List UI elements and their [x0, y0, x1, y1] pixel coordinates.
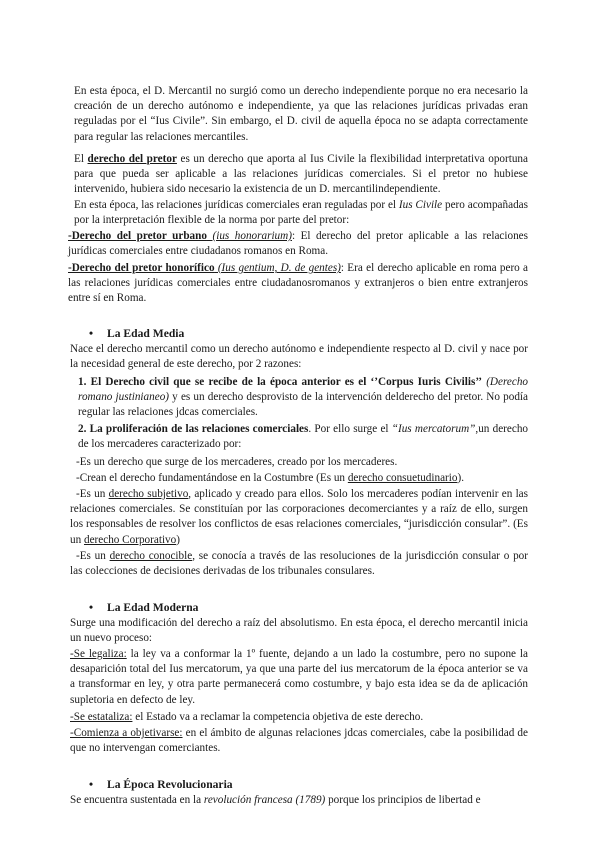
intro-paragraph-1: En esta época, el D. Mercantil no surgió como un derecho independiente porque no era necesario la creación de un derecho autónomo e independiente, ya que las relaciones jurídicas privadas eran reguladas por el “Ius Civile”. Sin embargo, el D. civil de aquella época no se adapta correctamente para regular las relaciones mercantiles. [74, 85, 528, 143]
term-pretor-honorifico: -Derecho del pretor honorífico [68, 262, 215, 274]
term-derecho-conocible: derecho conocible [109, 550, 193, 562]
heading-edad-moderna: • La Edad Moderna [89, 601, 199, 614]
moderna-process-estataliza: -Se estataliza: el Estado va a reclamar la competencia objetiva de este derecho. [70, 711, 424, 723]
bullet-icon: • [89, 327, 94, 340]
intro-paragraph-3: En esta época, las relaciones jurídicas comerciales eran reguladas por el Ius Civile pero acompañadas por la interpretación flexible de la norma por parte del pretor: [74, 199, 528, 227]
media-characteristic-4: -Es un derecho conocible, se conocía a través de las resoluciones de la jurisdicción consular o por las colecciones de decisiones derivadas de los tribunales consulares. [70, 550, 528, 578]
pretor-honorifico-item: -Derecho del pretor honorífico (Ius gentium, D. de gentes): Era el derecho aplicable en roma pero a las relaciones jurídicas comerciales entre ciudadanosromanos y extranjeros o bien entre extranjeros entre sí en Roma. [68, 262, 529, 305]
term-pretor-urbano: -Derecho del pretor urbano [68, 230, 207, 242]
bullet-icon: • [89, 778, 94, 791]
moderna-paragraph-1: Surge una modificación del derecho a raíz del absolutismo. En esta época, el derecho mercantil inicia un nuevo proceso: [70, 617, 528, 645]
term-se-estataliza: -Se estataliza: [70, 711, 133, 723]
term-derecho-consuetudinario: derecho consuetudinario [347, 472, 458, 484]
term-derecho-corporativo: derecho Corporativo [83, 533, 177, 546]
heading-epoca-revolucionaria: • La Época Revolucionaria [89, 778, 233, 791]
pretor-urbano-item: -Derecho del pretor urbano (ius honorarium): El derecho del pretor aplicable a las relaciones jurídicas comerciales entre ciudadanos romanos en Roma. [68, 230, 529, 258]
bullet-icon: • [89, 601, 94, 614]
term-derecho-del-pretor: derecho del pretor [87, 153, 177, 165]
media-paragraph-1: Nace el derecho mercantil como un derecho autónomo e independiente respecto al D. civil y nace por la necesidad general de este derecho, por 2 razones: [70, 343, 528, 371]
media-reason-1: 1. El Derecho civil que se recibe de la época anterior es el ‘’Corpus Iuris Civilis’’ (Derecho romano justinianeo) y es un derecho desprovisto de la intervención delderecho del pretor. No podía regular las relaciones jdcas comerciales. [78, 376, 529, 419]
moderna-process-objetivarse: -Comienza a objetivarse: en el ámbito de algunas relaciones jdcas comerciales, cabe la posibilidad de que no intervengan comerciantes. [70, 727, 528, 755]
term-derecho-subjetivo: derecho subjetivo [108, 488, 189, 500]
revolucionaria-paragraph-1: Se encuentra sustentada en la revolución francesa (1789) porque los principios de libertad e [70, 794, 481, 806]
term-comienza-a-objetivarse: -Comienza a objetivarse: [70, 727, 183, 739]
intro-paragraph-2: El derecho del pretor es un derecho que aporta al Ius Civile la flexibilidad interpretativa oportuna para que pueda ser aplicable a las relaciones jurídicas comerciales. Si el pretor no hubiese intervenido, hubiera sido necesario la existencia de un D. mercantilindependiente. [74, 153, 528, 196]
heading-edad-media: • La Edad Media [89, 327, 185, 340]
moderna-process-legaliza: -Se legaliza: la ley va a conformar la 1º fuente, dejando a un lado la costumbre, pero no supone la desaparición total del Ius mercatorum, ya que una parte del ius mercatorum de la época anterior se va a transformar en ley, y otra parte permanecerá como costumbre, y bajo esta idea se da de aplicación supletoria en defecto de ley. [70, 648, 528, 706]
media-characteristic-3: -Es un derecho subjetivo, aplicado y creado para ellos. Solo los mercaderes podían intervenir en las relaciones comerciales. Se constituían por las corporaciones decomerciantes y a raíz de ello, surgen los responsables de resolver los conflictos de esas relaciones comerciales, “jurisdicción consular”. (Es un derecho Corporativo) [70, 488, 528, 546]
media-characteristic-2: -Crean el derecho fundamentándose en la Costumbre (Es un derecho consuetudinario). [76, 472, 465, 484]
media-characteristic-1: -Es un derecho que surge de los mercaderes, creado por los mercaderes. [76, 456, 398, 468]
media-reason-2: 2. La proliferación de las relaciones comerciales. Por ello surge el “Ius mercatorum”,un derecho de los mercaderes caracterizado por: [78, 423, 529, 451]
term-se-legaliza: -Se legaliza: [70, 648, 127, 660]
